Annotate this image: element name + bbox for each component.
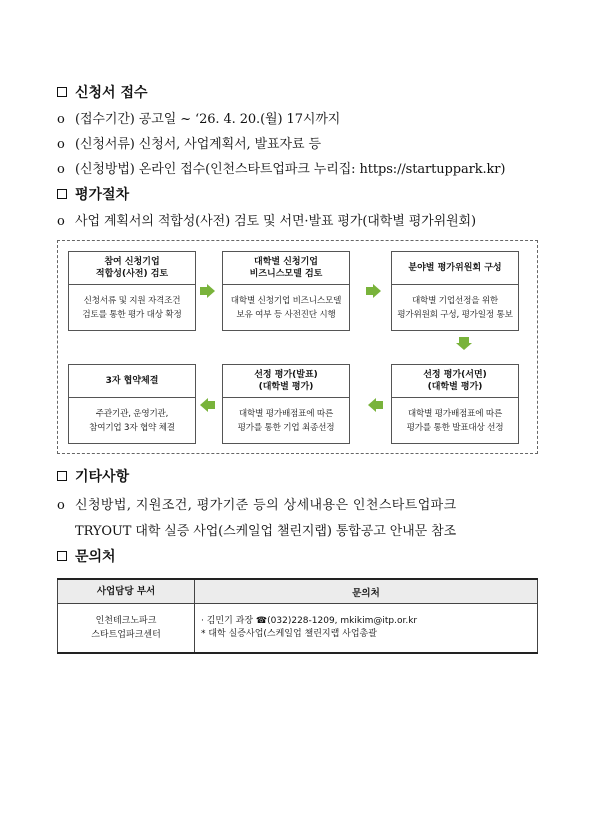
section-receipt-heading (57, 82, 148, 102)
flow-step-2 (222, 251, 350, 331)
contact-line-1: · 김민기 과장 ☎(032)228-1209, mkikim@itp.or.kr (201, 616, 418, 626)
misc-item-2: TRYOUT 대학 실증 사업(스케일업 챌린지랩) 통합공고 안내문 참조 (75, 524, 457, 539)
flow-step-6-head: 3자 협약체결 (69, 365, 195, 398)
flow-step-6-body: 주관기관, 운영기관, 참여기업 3자 협약 체결 (89, 409, 175, 433)
contact-line-2: * 대학 실증사업(스케일업 챌린지랩 사업총괄 (201, 629, 377, 639)
flow-step-2-body: 대학별 신청기업 비즈니스모델 보유 여부 등 사전진단 시행 (230, 296, 342, 320)
section-contact-title: 문의처 (75, 549, 116, 565)
flow-step-3-head: 분야별 평가위원회 구성 (392, 252, 518, 285)
checkbox-square-icon (57, 551, 67, 561)
arrow-left-icon (368, 398, 384, 412)
checkbox-square-icon (57, 87, 67, 97)
contact-table-header-row (58, 579, 538, 604)
contact-header-inquiry: 문의처 (195, 579, 538, 604)
flow-step-3-body: 대학별 기업선정을 위한 평가위원회 구성, 평가일정 통보 (397, 296, 513, 320)
flow-step-4 (391, 364, 519, 444)
contact-header-dept: 사업담당 부서 (58, 579, 195, 604)
flow-step-1-body: 신청서류 및 지원 자격조건 검토를 통한 평가 대상 확정 (82, 296, 182, 320)
contact-info-cell (195, 604, 538, 654)
checkbox-square-icon (57, 189, 67, 199)
flow-step-6 (68, 364, 196, 444)
receipt-item-method: o (신청방법) 온라인 접수(인천스타트업파크 누리집: https://startuppark.kr) (57, 162, 506, 177)
arrow-right-icon (200, 284, 216, 298)
section-misc-title: 기타사항 (75, 469, 130, 485)
flow-step-5-head: 선정 평가(발표) (대학별 평가) (223, 365, 349, 398)
checkbox-square-icon (57, 471, 67, 481)
flow-step-2-head: 대학별 신청기업 비즈니스모델 검토 (223, 252, 349, 285)
arrow-right-icon (366, 284, 382, 298)
flow-step-3 (391, 251, 519, 331)
receipt-item-period: o (접수기간) 공고일 ~ ‘26. 4. 20.(월) 17시까지 (57, 112, 341, 127)
contact-dept-cell: 인천테크노파크 스타트업파크센터 (58, 604, 195, 654)
section-procedure-heading (57, 184, 129, 204)
section-receipt-title: 신청서 접수 (75, 85, 148, 101)
section-procedure-title: 평가절차 (75, 187, 130, 203)
flow-step-4-head: 선정 평가(서면) (대학별 평가) (392, 365, 518, 398)
flow-step-5 (222, 364, 350, 444)
procedure-item-summary: o 사업 계획서의 적합성(사전) 검토 및 서면·발표 평가(대학별 평가위원회) (57, 214, 476, 229)
receipt-item-documents: o (신청서류) 신청서, 사업계획서, 발표자료 등 (57, 137, 321, 152)
flow-step-4-body: 대학별 평가배점표에 따른 평가를 통한 발표대상 선정 (406, 409, 504, 433)
arrow-down-icon (456, 337, 472, 351)
flow-step-1-head: 참여 신청기업 적합성(사전) 검토 (69, 252, 195, 285)
misc-item-1: o 신청방법, 지원조건, 평가기준 등의 상세내용은 인천스타트업파크 (57, 498, 457, 513)
evaluation-flow-diagram (57, 240, 538, 454)
arrow-left-icon (200, 398, 216, 412)
flow-step-1 (68, 251, 196, 331)
flow-step-5-body: 대학별 평가배점표에 따른 평가를 통한 기업 최종선정 (237, 409, 335, 433)
table-row (58, 604, 538, 654)
phone-icon: ☎ (255, 616, 268, 626)
section-misc-heading (57, 466, 129, 486)
section-contact-heading (57, 546, 116, 566)
contact-table (57, 578, 538, 654)
